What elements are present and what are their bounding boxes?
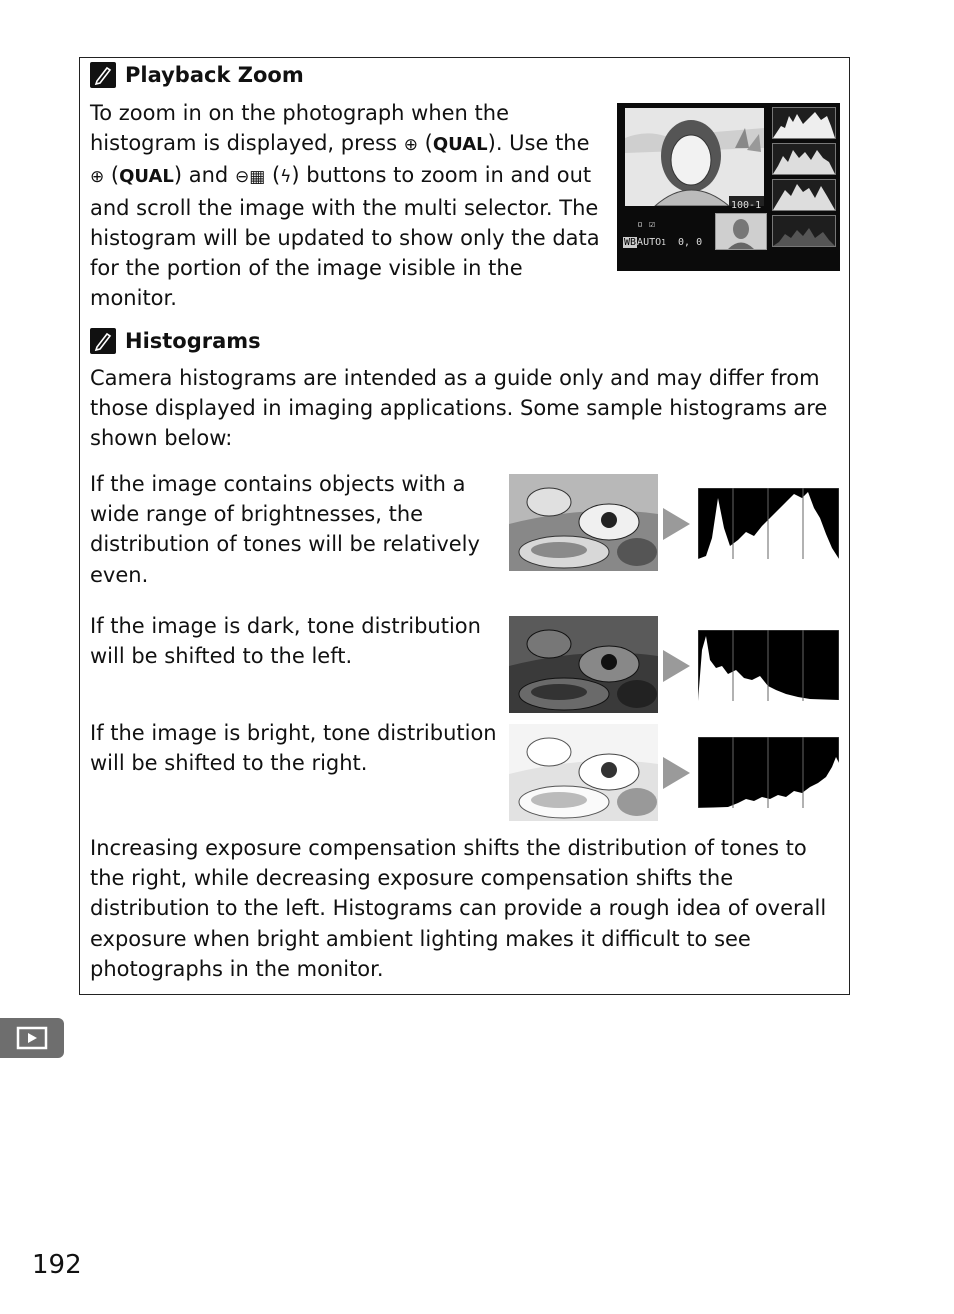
arrow-right-icon: [663, 757, 690, 789]
text-line: distribution of tones will be relatively: [90, 532, 480, 557]
text-line: and scroll the image with the multi selector. The: [90, 195, 599, 220]
text-line: Camera histograms are intended as a guide only and may differ from: [90, 366, 820, 390]
note-heading-playback-zoom: [90, 62, 304, 88]
text-line: exposure when bright ambient lighting makes it difficult to see: [90, 926, 751, 951]
camera-monitor-illustration: [617, 103, 840, 271]
qual-button-label: QUAL: [432, 134, 488, 156]
arrow-right-icon: [663, 508, 690, 540]
exposure-compensation-text: [90, 833, 826, 984]
text-line: histogram is displayed, press ⊕ (QUAL). Use the: [90, 131, 590, 156]
histogram-bright: [698, 737, 839, 808]
histogram-rgb: [772, 107, 836, 139]
note-title: Histograms: [125, 329, 261, 353]
text-line: those displayed in imaging applications. Some sample histograms are: [90, 396, 828, 421]
text-line: will be shifted to the left.: [90, 644, 353, 669]
note-heading-histograms: [90, 328, 261, 354]
sample-photo-normal: [509, 474, 658, 571]
thumbnail-preview: [715, 213, 767, 250]
text-line: ⊕ (QUAL) and ⊖▦ (ϟ) buttons to zoom in and out: [90, 163, 592, 188]
example-even-text: [90, 469, 480, 590]
portrait-photo: [625, 108, 764, 206]
text-line: histogram will be updated to show only the data: [90, 225, 600, 250]
text-line: If the image is bright, tone distribution: [90, 721, 497, 745]
example-dark-text: [90, 611, 481, 671]
pencil-icon: [90, 62, 116, 88]
text-line: To zoom in on the photograph when the: [90, 101, 509, 125]
frame-number: 100-1: [731, 200, 762, 211]
arrow-right-icon: [663, 650, 690, 682]
zoom-in-icon: ⊕: [403, 135, 418, 156]
text-line: Increasing exposure compensation shifts the distribution of tones to: [90, 836, 807, 860]
text-line: distribution to the left. Histograms can provide a rough idea of overall: [90, 896, 827, 921]
text-line: photographs in the monitor.: [90, 956, 384, 981]
histogram-dark: [698, 630, 839, 701]
histogram-even: [698, 488, 839, 559]
note-title: Playback Zoom: [125, 63, 304, 87]
protect-retouch-icons: ▫ ☑: [637, 219, 656, 230]
playback-section-tab: [0, 1018, 64, 1058]
example-bright-text: [90, 718, 497, 778]
text-line: will be shifted to the right.: [90, 751, 368, 776]
histogram-blue: [772, 215, 836, 247]
flash-icon: ϟ: [280, 167, 292, 188]
text-line: wide range of brightnesses, the: [90, 502, 424, 527]
histogram-green: [772, 179, 836, 211]
histogram-red: [772, 143, 836, 175]
page-number: 192: [32, 1250, 82, 1280]
histograms-intro: [90, 363, 827, 454]
text-line: monitor.: [90, 286, 177, 311]
note-box: [79, 57, 850, 995]
wb-icon: WB: [624, 237, 637, 248]
white-balance-readout: WBAUTO1 0, 0: [624, 237, 703, 248]
sample-photo-bright: [509, 724, 658, 821]
text-line: for the portion of the image visible in the: [90, 256, 523, 281]
playback-zoom-text: [90, 98, 600, 313]
playback-icon: [16, 1026, 48, 1050]
sample-photo-dark: [509, 616, 658, 713]
zoom-in-icon: ⊕: [90, 167, 105, 188]
qual-button-label: QUAL: [119, 166, 174, 188]
text-line: the right, while decreasing exposure compensation shifts the: [90, 866, 734, 891]
text-line: If the image contains objects with a: [90, 472, 466, 496]
pencil-icon: [90, 328, 116, 354]
text-line: If the image is dark, tone distribution: [90, 614, 481, 638]
text-line: shown below:: [90, 426, 233, 451]
text-line: even.: [90, 562, 149, 587]
zoom-out-thumbnail-icon: ⊖▦: [234, 167, 266, 188]
